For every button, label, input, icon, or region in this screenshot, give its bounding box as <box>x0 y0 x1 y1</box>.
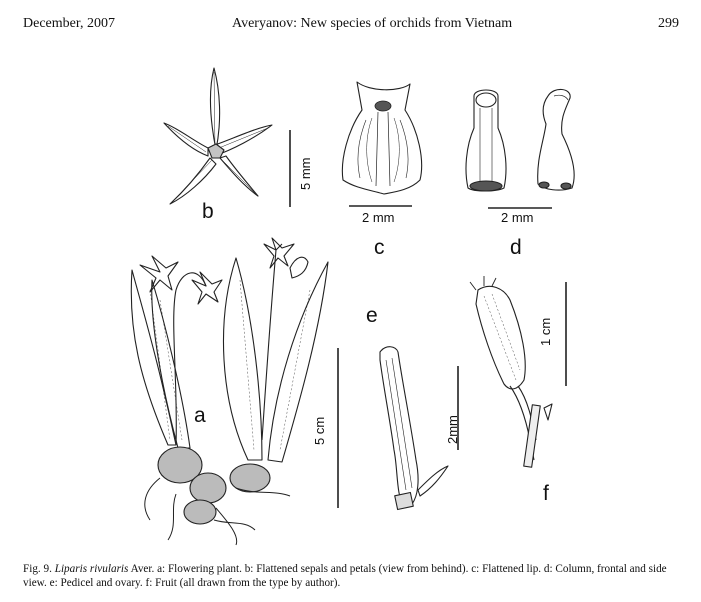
panel-label-a: a <box>194 404 206 427</box>
panel-label-c: c <box>374 236 385 259</box>
pedicel-ovary-drawing <box>380 347 448 510</box>
scale-bars <box>290 130 566 508</box>
column-side-drawing <box>538 89 574 190</box>
scale-label-e: 2mm <box>445 415 460 444</box>
page-number: 299 <box>658 16 679 31</box>
panel-label-b: b <box>202 200 214 223</box>
scale-label-c: 2 mm <box>362 210 395 225</box>
fruit-drawing <box>470 276 552 467</box>
figure-number: Fig. 9. <box>23 563 52 575</box>
panel-label-e: e <box>366 304 378 327</box>
sepals-petals-drawing <box>164 68 272 204</box>
scale-label-d: 2 mm <box>501 210 534 225</box>
column-frontal-drawing <box>466 90 506 191</box>
caption-text: Aver. a: Flowering plant. b: Flattened sepals and petals (view from behind). c: Flattened lip. d: Column, frontal and side view. e: Pedicel and ovary. f: Fruit (all drawn from the type by author). <box>23 563 667 589</box>
panel-label-d: d <box>510 236 522 259</box>
flattened-lip-drawing <box>342 82 421 194</box>
flowering-plant-drawing <box>131 238 328 545</box>
running-header-date: December, 2007 <box>23 16 115 31</box>
species-name: Liparis rivularis <box>54 563 129 575</box>
scale-label-b: 5 mm <box>298 157 313 190</box>
scale-label-a: 5 cm <box>312 416 327 445</box>
scale-label-f: 1 cm <box>538 317 553 346</box>
running-header-title: Averyanov: New species of orchids from Vietnam <box>232 16 513 31</box>
figure-caption <box>23 562 683 590</box>
panel-label-f: f <box>543 482 549 505</box>
